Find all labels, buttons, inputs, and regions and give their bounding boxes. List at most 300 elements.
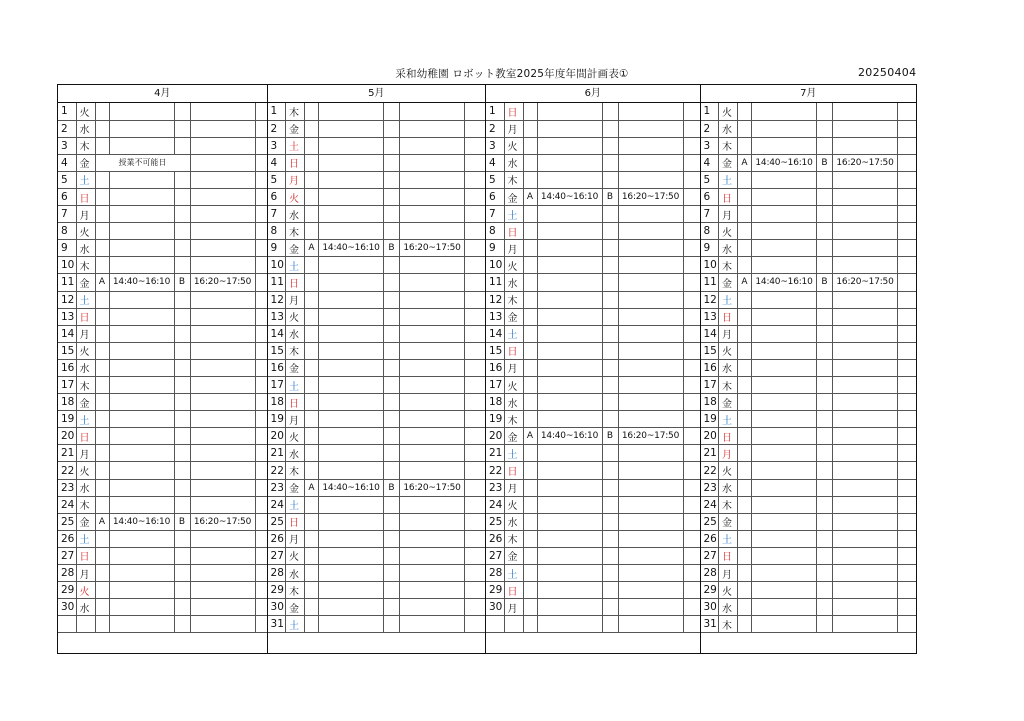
day-number-cell: 29 xyxy=(268,582,286,599)
weekday-cell: 金 xyxy=(504,547,523,564)
weekday-cell: 金 xyxy=(719,394,738,411)
class-b-time-cell xyxy=(833,342,898,359)
day-number-cell: 19 xyxy=(701,411,719,428)
class-a-label-cell xyxy=(523,223,537,240)
class-b-time-cell xyxy=(400,171,465,188)
table-row xyxy=(58,582,267,599)
blank-cell xyxy=(465,257,485,274)
blank-cell xyxy=(465,274,485,291)
class-b-time-cell xyxy=(190,359,255,376)
weekday-cell: 火 xyxy=(76,342,95,359)
weekday-cell: 水 xyxy=(504,394,523,411)
class-b-time-cell xyxy=(190,188,255,205)
weekday-cell: 日 xyxy=(286,394,305,411)
class-b-label-cell xyxy=(817,462,833,479)
day-number-cell: 15 xyxy=(701,342,719,359)
blank-cell xyxy=(898,565,917,582)
class-a-time-cell xyxy=(752,547,817,564)
day-number-cell: 2 xyxy=(58,120,76,137)
class-b-label-cell xyxy=(384,103,400,120)
class-a-label-cell xyxy=(305,103,319,120)
class-a-time-cell xyxy=(752,582,817,599)
class-b-time-cell xyxy=(190,325,255,342)
day-number-cell: 29 xyxy=(701,582,719,599)
class-b-label-cell xyxy=(602,257,618,274)
class-a-label-cell: A xyxy=(738,274,752,291)
blank-cell xyxy=(898,377,917,394)
table-row xyxy=(701,154,917,171)
class-a-time-cell xyxy=(319,462,384,479)
blank-cell xyxy=(898,223,917,240)
class-b-time-cell xyxy=(190,120,255,137)
table-row xyxy=(58,223,267,240)
class-a-time-cell: 14:40~16:10 xyxy=(537,428,602,445)
class-b-time-cell: 16:20~17:50 xyxy=(190,513,255,530)
class-b-time-cell xyxy=(618,547,683,564)
day-number-cell: 24 xyxy=(486,496,504,513)
class-a-label-cell xyxy=(95,496,109,513)
table-row xyxy=(701,394,917,411)
day-number-cell: 14 xyxy=(268,325,286,342)
class-b-label-cell: B xyxy=(384,479,400,496)
day-number-cell: 24 xyxy=(268,496,286,513)
class-a-time-cell xyxy=(109,171,174,188)
class-a-label-cell xyxy=(523,582,537,599)
class-b-time-cell xyxy=(618,616,683,633)
day-number-cell: 12 xyxy=(58,291,76,308)
class-b-time-cell xyxy=(190,206,255,223)
weekday-cell: 水 xyxy=(76,359,95,376)
class-a-label-cell xyxy=(738,137,752,154)
class-b-time-cell xyxy=(400,530,465,547)
class-a-label-cell xyxy=(738,342,752,359)
day-number-cell: 23 xyxy=(58,479,76,496)
weekday-cell: 日 xyxy=(719,308,738,325)
class-a-label-cell xyxy=(523,496,537,513)
class-a-time-cell xyxy=(752,342,817,359)
day-number-cell: 10 xyxy=(268,257,286,274)
table-row xyxy=(58,394,267,411)
weekday-cell: 木 xyxy=(719,377,738,394)
weekday-cell: 金 xyxy=(719,513,738,530)
day-number-cell xyxy=(58,616,76,633)
weekday-cell: 月 xyxy=(76,325,95,342)
class-b-time-cell xyxy=(400,496,465,513)
weekday-cell: 土 xyxy=(286,377,305,394)
table-row xyxy=(486,377,700,394)
table-row xyxy=(701,103,917,120)
class-b-time-cell xyxy=(833,325,898,342)
blank-cell xyxy=(255,565,267,582)
blank-cell xyxy=(465,616,485,633)
class-a-label-cell xyxy=(738,120,752,137)
class-b-label-cell xyxy=(174,530,190,547)
weekday-cell: 日 xyxy=(286,154,305,171)
table-row xyxy=(268,154,485,171)
day-number-cell: 14 xyxy=(58,325,76,342)
blank-cell xyxy=(898,547,917,564)
class-b-label-cell xyxy=(602,342,618,359)
day-number-cell: 28 xyxy=(58,565,76,582)
weekday-cell: 月 xyxy=(76,206,95,223)
weekday-cell: 木 xyxy=(719,496,738,513)
table-row xyxy=(486,445,700,462)
class-a-label-cell xyxy=(305,445,319,462)
class-b-time-cell xyxy=(400,428,465,445)
blank-cell xyxy=(683,411,700,428)
weekday-cell: 水 xyxy=(286,445,305,462)
table-row xyxy=(701,411,917,428)
class-a-label-cell xyxy=(95,479,109,496)
class-a-label-cell xyxy=(738,599,752,616)
weekday-cell: 月 xyxy=(719,325,738,342)
table-row xyxy=(268,616,485,633)
class-a-label-cell xyxy=(305,137,319,154)
blank-cell xyxy=(683,565,700,582)
day-number-cell: 15 xyxy=(58,342,76,359)
class-a-time-cell xyxy=(109,428,174,445)
day-number-cell: 17 xyxy=(486,377,504,394)
blank-cell xyxy=(465,223,485,240)
class-b-label-cell xyxy=(174,479,190,496)
class-b-label-cell xyxy=(174,582,190,599)
table-row xyxy=(486,547,700,564)
class-a-time-cell xyxy=(537,616,602,633)
blank-cell xyxy=(898,496,917,513)
day-number-cell: 18 xyxy=(268,394,286,411)
day-number-cell: 30 xyxy=(486,599,504,616)
weekday-cell: 木 xyxy=(76,137,95,154)
weekday-cell: 月 xyxy=(719,565,738,582)
month-table xyxy=(268,103,485,633)
class-a-label-cell xyxy=(738,223,752,240)
class-b-label-cell xyxy=(602,308,618,325)
class-a-label-cell xyxy=(95,530,109,547)
day-number-cell: 11 xyxy=(58,274,76,291)
day-number-cell: 31 xyxy=(701,616,719,633)
table-row xyxy=(268,274,485,291)
day-number-cell: 25 xyxy=(701,513,719,530)
class-a-time-cell xyxy=(537,377,602,394)
class-b-label-cell xyxy=(384,223,400,240)
weekday-cell: 月 xyxy=(286,171,305,188)
blank-cell xyxy=(465,565,485,582)
class-a-time-cell xyxy=(319,616,384,633)
class-a-label-cell xyxy=(523,257,537,274)
class-b-label-cell xyxy=(174,206,190,223)
class-b-time-cell xyxy=(190,547,255,564)
class-b-time-cell xyxy=(400,445,465,462)
class-b-label-cell xyxy=(384,206,400,223)
class-a-label-cell xyxy=(305,565,319,582)
weekday-cell: 金 xyxy=(504,188,523,205)
class-b-label-cell: B xyxy=(384,240,400,257)
class-a-label-cell xyxy=(305,308,319,325)
class-a-time-cell xyxy=(319,530,384,547)
class-b-time-cell xyxy=(255,154,267,171)
day-number-cell: 13 xyxy=(701,308,719,325)
annual-schedule-table xyxy=(57,84,917,654)
class-b-label-cell xyxy=(817,479,833,496)
blank-cell xyxy=(683,103,700,120)
day-number-cell: 7 xyxy=(701,206,719,223)
weekday-cell: 木 xyxy=(504,411,523,428)
class-a-time-cell xyxy=(319,599,384,616)
class-b-time-cell xyxy=(400,565,465,582)
class-a-label-cell xyxy=(95,547,109,564)
table-row xyxy=(701,565,917,582)
class-b-label-cell xyxy=(602,137,618,154)
blank-cell xyxy=(465,530,485,547)
class-b-label-cell xyxy=(174,171,190,188)
table-row xyxy=(268,496,485,513)
weekday-cell: 日 xyxy=(504,223,523,240)
day-number-cell: 2 xyxy=(486,120,504,137)
class-b-time-cell xyxy=(190,103,255,120)
table-row xyxy=(58,325,267,342)
class-a-label-cell xyxy=(305,359,319,376)
weekday-cell: 月 xyxy=(76,445,95,462)
class-a-time-cell xyxy=(109,240,174,257)
weekday-cell: 月 xyxy=(76,565,95,582)
table-row xyxy=(486,103,700,120)
weekday-cell: 月 xyxy=(504,479,523,496)
class-a-label-cell xyxy=(95,428,109,445)
class-a-label-cell xyxy=(738,582,752,599)
class-a-label-cell xyxy=(305,120,319,137)
blank-cell xyxy=(898,479,917,496)
weekday-cell: 土 xyxy=(719,530,738,547)
class-b-label-cell xyxy=(817,171,833,188)
blank-cell xyxy=(683,513,700,530)
class-a-time-cell: 14:40~16:10 xyxy=(319,240,384,257)
table-row xyxy=(701,359,917,376)
blank-cell xyxy=(255,462,267,479)
class-a-time-cell xyxy=(537,342,602,359)
class-b-time-cell: 16:20~17:50 xyxy=(833,154,898,171)
blank-cell xyxy=(465,599,485,616)
class-b-time-cell xyxy=(400,462,465,479)
weekday-cell: 水 xyxy=(286,565,305,582)
class-b-label-cell xyxy=(602,206,618,223)
blank-cell xyxy=(255,274,267,291)
table-row xyxy=(268,479,485,496)
weekday-cell: 木 xyxy=(719,257,738,274)
blank-cell xyxy=(465,120,485,137)
blank-cell xyxy=(683,137,700,154)
blank-cell xyxy=(683,462,700,479)
class-b-label-cell xyxy=(384,137,400,154)
day-number-cell: 12 xyxy=(486,291,504,308)
weekday-cell: 水 xyxy=(76,599,95,616)
class-a-time-cell xyxy=(752,325,817,342)
class-a-time-cell xyxy=(319,120,384,137)
day-number-cell: 26 xyxy=(58,530,76,547)
table-row xyxy=(58,445,267,462)
class-a-time-cell xyxy=(109,565,174,582)
table-row xyxy=(701,188,917,205)
class-a-label-cell: A xyxy=(95,274,109,291)
day-number-cell: 16 xyxy=(701,359,719,376)
weekday-cell: 日 xyxy=(504,582,523,599)
table-row xyxy=(58,496,267,513)
table-row xyxy=(268,377,485,394)
day-number-cell: 13 xyxy=(268,308,286,325)
class-b-label-cell xyxy=(174,257,190,274)
class-b-label-cell xyxy=(174,308,190,325)
weekday-cell: 火 xyxy=(504,377,523,394)
class-b-time-cell xyxy=(190,582,255,599)
class-a-label-cell xyxy=(95,120,109,137)
blank-cell xyxy=(898,257,917,274)
table-row xyxy=(486,257,700,274)
class-b-label-cell xyxy=(384,359,400,376)
class-a-label-cell xyxy=(738,445,752,462)
weekday-cell: 土 xyxy=(286,616,305,633)
class-a-time-cell xyxy=(109,325,174,342)
table-row xyxy=(268,599,485,616)
class-a-label-cell xyxy=(95,206,109,223)
weekday-cell: 月 xyxy=(719,445,738,462)
table-row xyxy=(58,479,267,496)
class-b-label-cell xyxy=(602,223,618,240)
weekday-cell: 水 xyxy=(76,120,95,137)
blank-cell xyxy=(465,462,485,479)
weekday-cell: 木 xyxy=(286,582,305,599)
class-a-label-cell xyxy=(305,599,319,616)
class-a-time-cell xyxy=(537,325,602,342)
class-b-label-cell xyxy=(174,565,190,582)
table-row xyxy=(268,547,485,564)
weekday-cell: 金 xyxy=(76,513,95,530)
class-b-label-cell xyxy=(817,103,833,120)
day-number-cell: 19 xyxy=(486,411,504,428)
class-b-time-cell xyxy=(618,513,683,530)
class-b-label-cell xyxy=(817,223,833,240)
class-b-label-cell xyxy=(602,582,618,599)
table-row xyxy=(268,394,485,411)
class-b-label-cell xyxy=(174,103,190,120)
class-a-label-cell xyxy=(738,240,752,257)
blank-cell xyxy=(683,599,700,616)
class-a-label-cell xyxy=(95,188,109,205)
weekday-cell: 日 xyxy=(76,188,95,205)
class-a-label-cell xyxy=(523,308,537,325)
blank-cell xyxy=(255,616,267,633)
class-b-label-cell xyxy=(384,154,400,171)
class-a-time-cell xyxy=(109,257,174,274)
class-a-time-cell xyxy=(752,223,817,240)
day-number-cell: 16 xyxy=(58,359,76,376)
blank-cell xyxy=(465,377,485,394)
weekday-cell: 水 xyxy=(286,325,305,342)
day-number-cell: 22 xyxy=(701,462,719,479)
class-b-label-cell xyxy=(384,120,400,137)
table-row xyxy=(58,188,267,205)
blank-cell xyxy=(683,308,700,325)
class-a-time-cell xyxy=(537,206,602,223)
day-number-cell: 24 xyxy=(58,496,76,513)
class-a-time-cell xyxy=(109,616,174,633)
class-b-label-cell xyxy=(817,411,833,428)
weekday-cell: 火 xyxy=(504,137,523,154)
table-row xyxy=(58,137,267,154)
table-row xyxy=(701,377,917,394)
class-a-label-cell xyxy=(523,240,537,257)
class-b-time-cell xyxy=(400,547,465,564)
class-b-time-cell: 16:20~17:50 xyxy=(190,274,255,291)
class-b-time-cell xyxy=(833,103,898,120)
day-number-cell: 6 xyxy=(486,188,504,205)
day-number-cell: 11 xyxy=(486,274,504,291)
class-b-time-cell xyxy=(400,206,465,223)
day-number-cell: 1 xyxy=(701,103,719,120)
class-a-label-cell xyxy=(738,308,752,325)
day-number-cell: 12 xyxy=(701,291,719,308)
class-a-label-cell xyxy=(523,479,537,496)
class-a-label-cell xyxy=(523,599,537,616)
class-a-time-cell xyxy=(537,308,602,325)
class-b-time-cell xyxy=(400,120,465,137)
weekday-cell: 土 xyxy=(286,496,305,513)
class-a-label-cell xyxy=(523,274,537,291)
class-a-label-cell xyxy=(95,291,109,308)
class-a-label-cell xyxy=(738,428,752,445)
class-a-label-cell xyxy=(738,411,752,428)
day-number-cell: 27 xyxy=(486,547,504,564)
class-b-time-cell xyxy=(190,411,255,428)
class-b-time-cell xyxy=(833,530,898,547)
blank-cell xyxy=(255,479,267,496)
day-number-cell xyxy=(486,616,504,633)
class-a-label-cell xyxy=(738,394,752,411)
class-a-label-cell xyxy=(523,547,537,564)
table-row xyxy=(58,291,267,308)
weekday-cell: 土 xyxy=(286,137,305,154)
class-a-time-cell xyxy=(319,171,384,188)
day-number-cell: 26 xyxy=(268,530,286,547)
table-row xyxy=(58,513,267,530)
table-row xyxy=(58,565,267,582)
table-row xyxy=(58,428,267,445)
table-row xyxy=(58,120,267,137)
weekday-cell: 火 xyxy=(504,496,523,513)
blank-cell xyxy=(255,377,267,394)
table-row xyxy=(486,565,700,582)
class-b-label-cell xyxy=(602,154,618,171)
day-number-cell: 10 xyxy=(486,257,504,274)
blank-cell xyxy=(465,291,485,308)
class-a-time-cell xyxy=(537,103,602,120)
class-b-label-cell: B xyxy=(174,274,190,291)
month-panel xyxy=(58,85,268,653)
blank-cell xyxy=(465,394,485,411)
day-number-cell: 23 xyxy=(486,479,504,496)
class-b-label-cell xyxy=(384,496,400,513)
weekday-cell: 日 xyxy=(286,513,305,530)
class-b-time-cell xyxy=(618,530,683,547)
class-a-time-cell xyxy=(537,462,602,479)
blank-cell xyxy=(465,188,485,205)
day-number-cell: 10 xyxy=(701,257,719,274)
table-row xyxy=(58,103,267,120)
day-number-cell: 17 xyxy=(58,377,76,394)
class-a-label-cell: A xyxy=(305,240,319,257)
class-a-label-cell xyxy=(305,582,319,599)
class-b-label-cell xyxy=(602,394,618,411)
day-number-cell: 21 xyxy=(701,445,719,462)
class-a-label-cell xyxy=(523,411,537,428)
